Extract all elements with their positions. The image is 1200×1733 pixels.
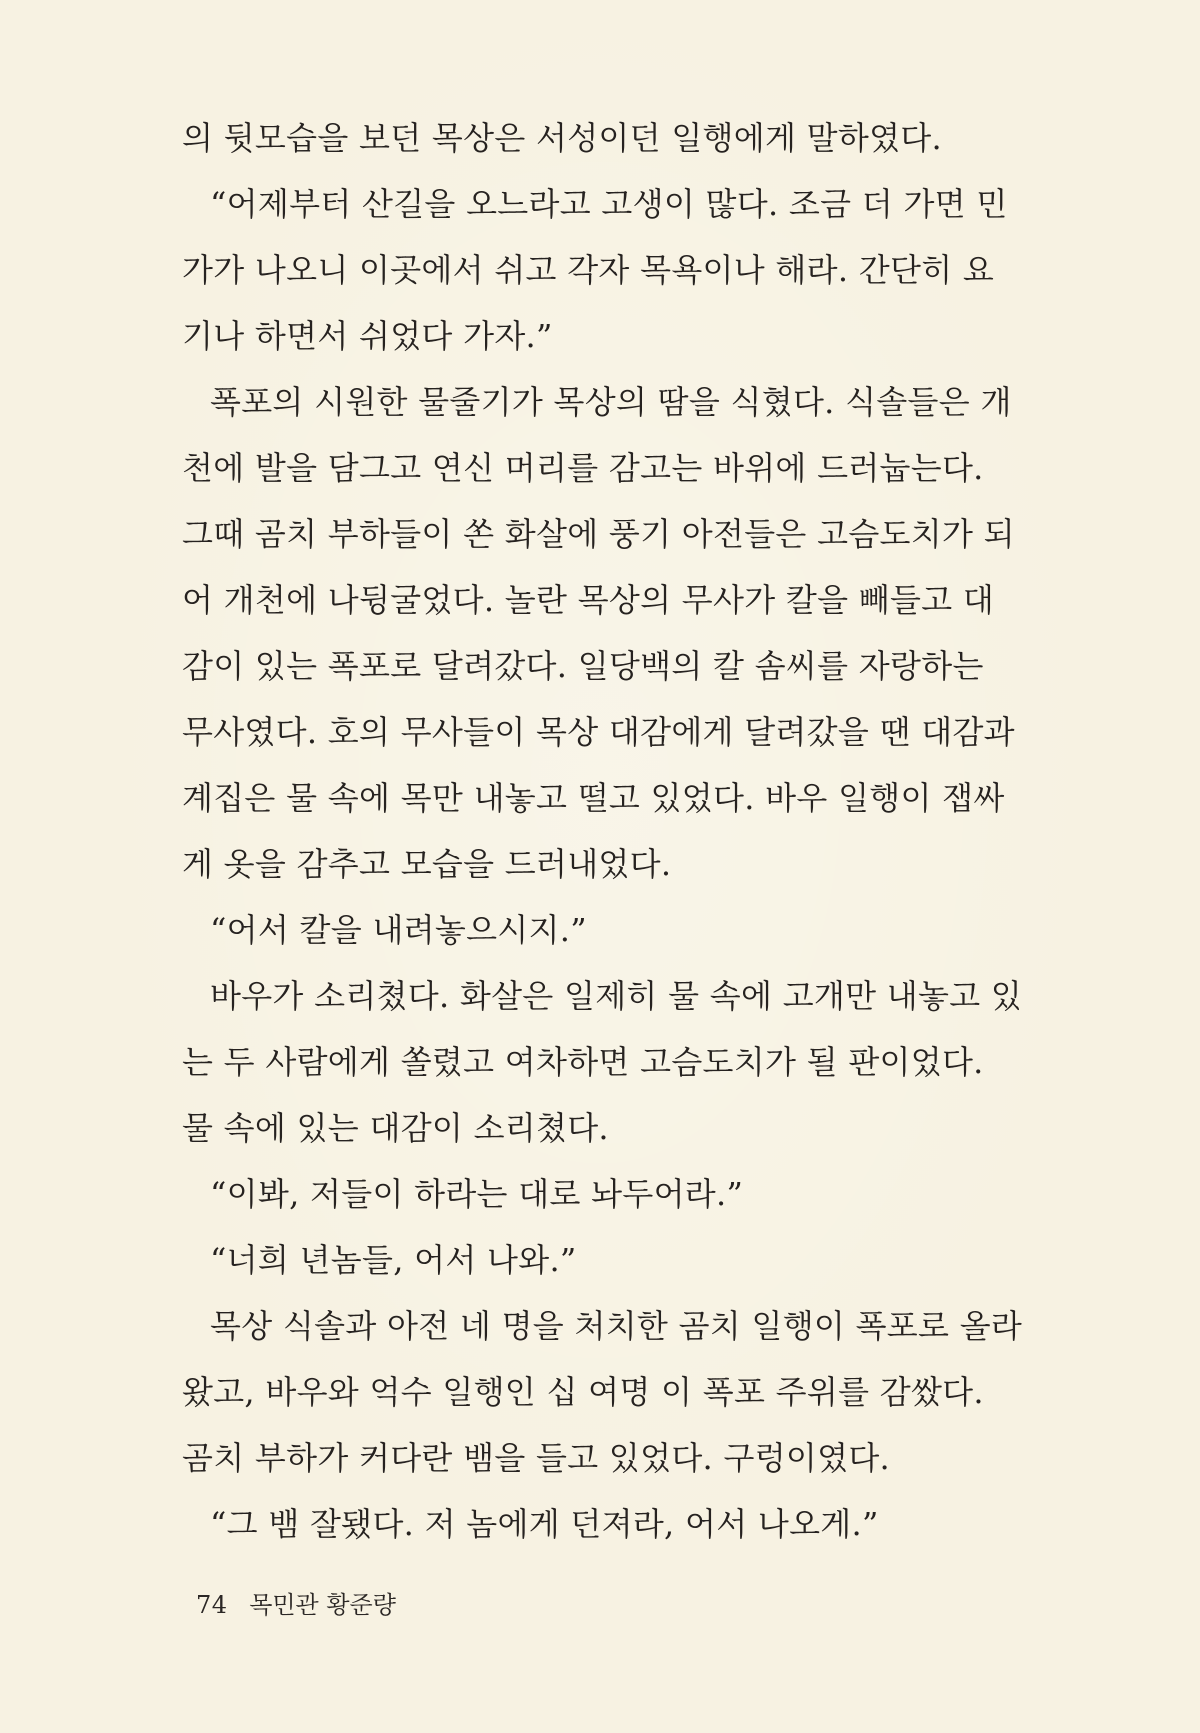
text-line: “어서 칼을 내려놓으시지.” <box>210 911 587 949</box>
text-line: 기나 하면서 쉬었다 가자.” <box>182 317 553 355</box>
text-line: 계집은 물 속에 목만 내놓고 떨고 있었다. 바우 일행이 잽싸 <box>182 779 1005 817</box>
text-line: 바우가 소리쳤다. 화살은 일제히 물 속에 고개만 내놓고 있 <box>210 977 1023 1015</box>
book-title: 목민관 황준량 <box>249 1591 396 1619</box>
page-footer <box>196 1590 396 1620</box>
text-line: 는 두 사람에게 쏠렸고 여차하면 고슴도치가 될 판이었다. <box>182 1043 984 1081</box>
text-line: “그 뱀 잘됐다. 저 놈에게 던져라, 어서 나오게.” <box>210 1505 879 1543</box>
text-line: 천에 발을 담그고 연신 머리를 감고는 바위에 드러눕는다. <box>182 449 984 487</box>
text-line: 그때 곰치 부하들이 쏜 화살에 풍기 아전들은 고슴도치가 되 <box>182 515 1015 553</box>
text-line: 가가 나오니 이곳에서 쉬고 각자 목욕이나 해라. 간단히 요 <box>182 251 995 289</box>
text-line: 폭포의 시원한 물줄기가 목상의 땀을 식혔다. 식솔들은 개 <box>210 383 1012 421</box>
text-line: “너희 년놈들, 어서 나와.” <box>210 1241 577 1279</box>
text-line: 곰치 부하가 커다란 뱀을 들고 있었다. 구렁이였다. <box>182 1439 891 1477</box>
text-line: 왔고, 바우와 억수 일행인 십 여명 이 폭포 주위를 감쌌다. <box>182 1373 984 1411</box>
text-line: 어 개천에 나뒹굴었다. 놀란 목상의 무사가 칼을 빼들고 대 <box>182 581 995 619</box>
page-number: 74 <box>196 1591 228 1619</box>
text-line: “어제부터 산길을 오느라고 고생이 많다. 조금 더 가면 민 <box>210 185 1008 223</box>
text-line: “이봐, 저들이 하라는 대로 놔두어라.” <box>210 1175 744 1213</box>
body-text <box>182 105 1067 1557</box>
text-line: 목상 식솔과 아전 네 명을 처치한 곰치 일행이 폭포로 올라 <box>210 1307 1023 1345</box>
text-line: 의 뒷모습을 보던 목상은 서성이던 일행에게 말하였다. <box>182 119 942 157</box>
text-line: 물 속에 있는 대감이 소리쳤다. <box>182 1109 609 1147</box>
text-line: 무사였다. 호의 무사들이 목상 대감에게 달려갔을 땐 대감과 <box>182 713 1015 751</box>
text-line: 게 옷을 감추고 모습을 드러내었다. <box>182 845 672 883</box>
text-line: 감이 있는 폭포로 달려갔다. 일당백의 칼 솜씨를 자랑하는 <box>182 647 984 685</box>
